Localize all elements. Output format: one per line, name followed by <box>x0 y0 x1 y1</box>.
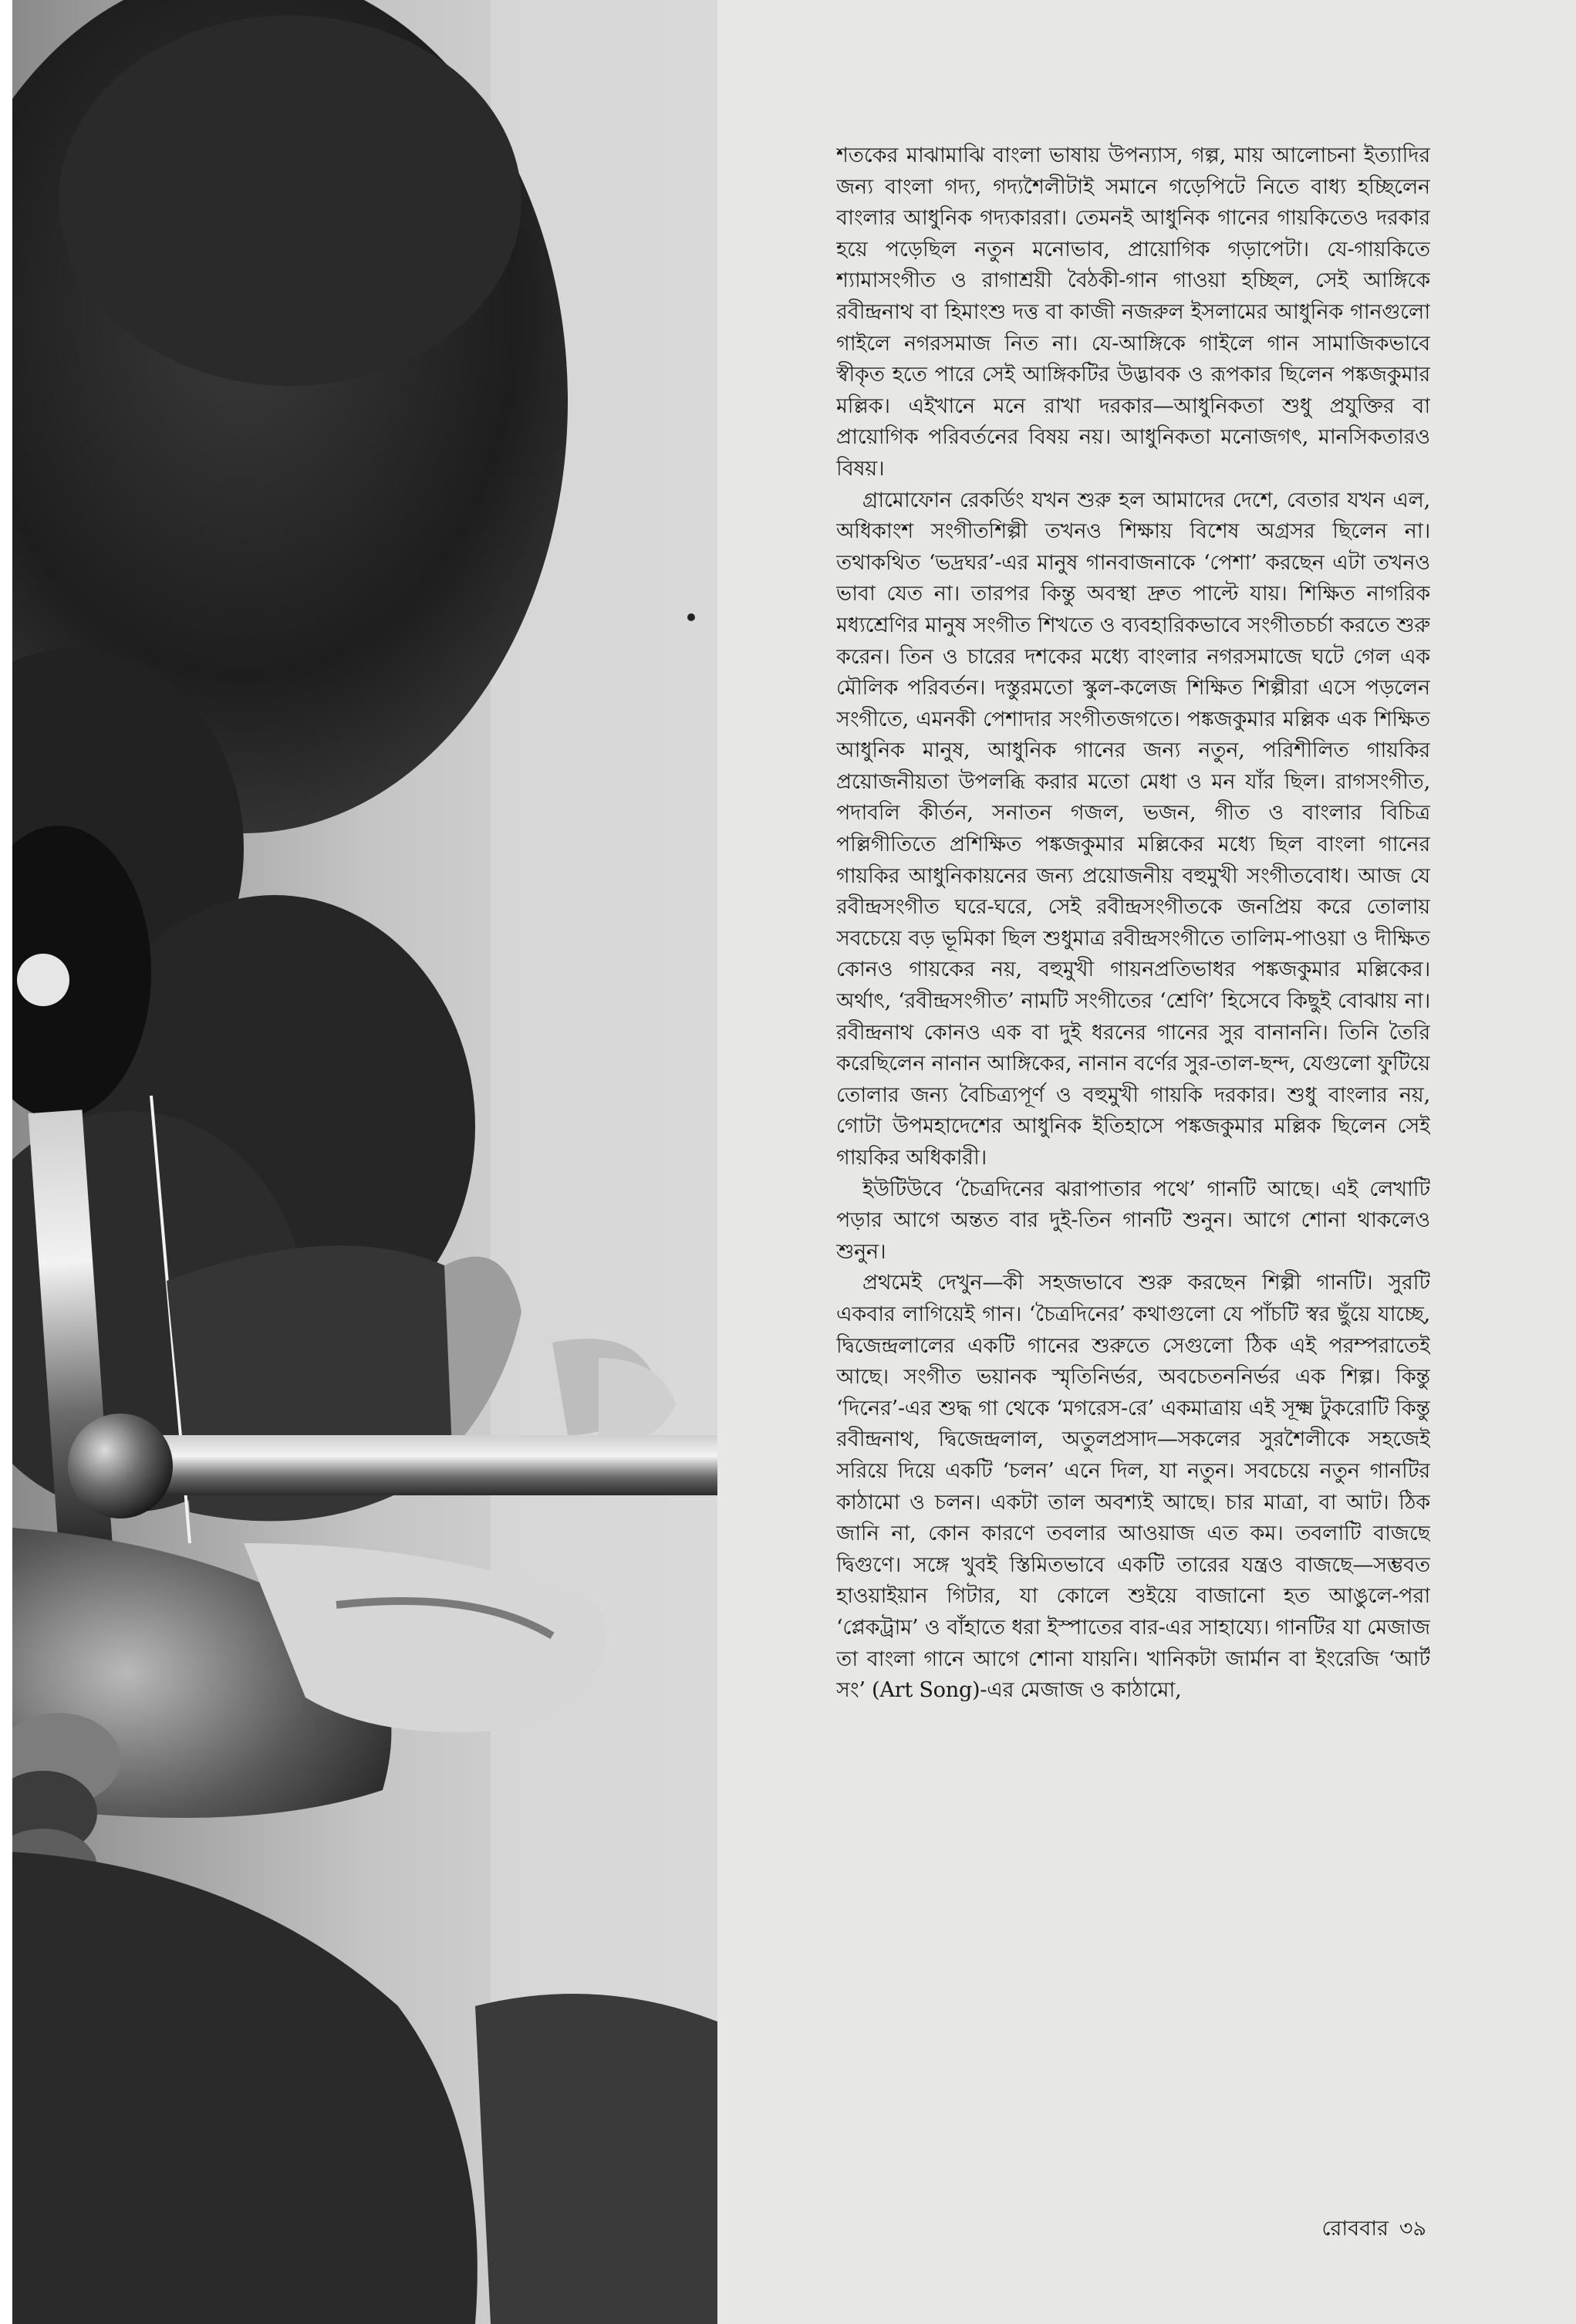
article-body <box>836 140 1430 2193</box>
paragraph-3: ইউটিউবে ‘চৈত্রদিনের ঝরাপাতার পথে’ গানটি আছে। এই লেখাটি পড়ার আগে অন্তত বার দুই-তিন গানটি শুনুন। আগে শোনা থাকলেও শুনুন। <box>836 1177 1430 1264</box>
page-edge <box>0 0 12 2324</box>
paragraph-4: প্রথমেই দেখুন—কী সহজভাবে শুরু করছেন শিল্পী গানটি। সুরটি একবার লাগিয়েই গান। ‘চৈত্রদিনের’ কথাগুলো যে পাঁচটি স্বর ছুঁয়ে যাচ্ছে, দ্বিজেন্দ্রলালের একটি গানের শুরুতে সেগুলো ঠিক এই পরম্পরাতেই আছে। সংগীত ভয়ানক স্মৃতিনির্ভর, অবচেতননির্ভর এক শিল্প। কিন্তু ‘দিনের’-এর শুদ্ধ গা থেকে ‘মগরেস-রে’ একমাত্রায় এই সূক্ষ্ম টুকরোটি কিন্তু রবীন্দ্রনাথ, দ্বিজেন্দ্রলাল, অতুলপ্রসাদ—সকলের সুরশৈলীকে সহজেই সরিয়ে দিয়ে একটি ‘চলন’ এনে দিল, যা নতুন। সবচেয়ে নতুন গানটির কাঠামো ও চলন। একটা তাল অবশ্যই আছে। চার মাত্রা, বা আট। ঠিক জানি না, কোন কারণে তবলার আওয়াজ এত কম। তবলাটি বাজছে দ্বিগুণে। সঙ্গে খুবই স্তিমিতভাবে একটি তারের যন্ত্রও বাজছে—সম্ভবত হাওয়াইয়ান গিটার, যা কোলে শুইয়ে বাজানো হত আঙুলে-পরা ‘প্লেকট্রাম’ ও বাঁহাতে ধরা ইস্পাতের বার-এর সাহায্যে। গানটির যা মেজাজ তা বাংলা গানে আগে শোনা যায়নি। খানিকটা জার্মান বা ইংরেজি ‘আর্ট সং’ (Art Song)-এর মেজাজ ও কাঠামো, <box>836 1271 1430 1703</box>
bw-photograph-illustration <box>12 0 717 2324</box>
magazine-name: রোববার <box>1321 2217 1389 2241</box>
page-footer <box>1311 2213 1426 2248</box>
paragraph-1: শতকের মাঝামাঝি বাংলা ভাষায় উপন্যাস, গল্প, মায় আলোচনা ইত্যাদির জন্য বাংলা গদ্য, গদ্যশৈলীটাই সমানে গড়েপিটে নিতে বাধ্য হচ্ছিলেন বাংলার আধুনিক গদ্যকাররা। তেমনই আধুনিক গানের গায়কিতেও দরকার হয়ে পড়েছিল নতুন মনোভাব, প্রায়োগিক গড়াপেটা। যে-গায়কিতে শ্যামাসংগীত ও রাগাশ্রয়ী বৈঠকী-গান গাওয়া হচ্ছিল, সেই আঙ্গিকে রবীন্দ্রনাথ বা হিমাংশু দত্ত বা কাজী নজরুল ইসলামের আধুনিক গানগুলো গাইলে নগরসমাজ নিত না। যে-আঙ্গিকে গাইলে গান সামাজিকভাবে স্বীকৃত হতে পারে সেই আঙ্গিকটির উদ্ভাবক ও রূপকার ছিলেন পঙ্কজকুমার মল্লিক। এইখানে মনে রাখা দরকার—আধুনিকতা শুধু প্রযুক্তির বা প্রায়োগিক পরিবর্তনের বিষয় নয়। আধুনিকতা মনোজগৎ, মানসিকতারও বিষয়। <box>836 144 1430 481</box>
photo-singer-microphone <box>12 0 717 2324</box>
page-number: ৩৯ <box>1399 2217 1426 2241</box>
paragraph-2: গ্রামোফোন রেকর্ডিং যখন শুরু হল আমাদের দেশে, বেতার যখন এল, অধিকাংশ সংগীতশিল্পী তখনও শিক্ষায় বিশেষ অগ্রসর ছিলেন না। তথাকথিত ‘ভদ্রঘর’-এর মানুষ গানবাজনাকে ‘পেশা’ করছেন এটা তখনও ভাবা যেত না। তারপর কিন্তু অবস্থা দ্রুত পাল্টে যায়। শিক্ষিত নাগরিক মধ্যশ্রেণির মানুষ সংগীত শিখতে ও ব্যবহারিকভাবে সংগীতচর্চা করতে শুরু করেন। তিন ও চারের দশকের মধ্যে বাংলার নগরসমাজে ঘটে গেল এক মৌলিক পরিবর্তন। দস্তুরমতো স্কুল-কলেজ শিক্ষিত শিল্পীরা এসে পড়লেন সংগীতে, এমনকী পেশাদার সংগীতজগতে। পঙ্কজকুমার মল্লিক এক শিক্ষিত আধুনিক মানুষ, আধুনিক গানের জন্য নতুন, পরিশীলিত গায়কির প্রয়োজনীয়তা উপলব্ধি করার মতো মেধা ও মন যাঁর ছিল। রাগসংগীত, পদাবলি কীর্তন, সনাতন গজল, ভজন, গীত ও বাংলার বিচিত্র পল্লিগীতিতে প্রশিক্ষিত পঙ্কজকুমার মল্লিকের মধ্যে ছিল বাংলা গানের গায়কির আধুনিকায়নের জন্য প্রয়োজনীয় বহুমুখী সংগীতবোধ। আজ যে রবীন্দ্রসংগীত ঘরে-ঘরে, সেই রবীন্দ্রসংগীতকে জনপ্রিয় করে তোলায় সবচেয়ে বড় ভূমিকা ছিল শুধুমাত্র রবীন্দ্রসংগীতে তালিম-পাওয়া ও দীক্ষিত কোনও গায়কের নয়, বহুমুখী গায়নপ্রতিভাধর পঙ্কজকুমার মল্লিকের। অর্থাৎ, ‘রবীন্দ্রসংগীত’ নামটি সংগীতের ‘শ্রেণি’ হিসেবে কিছুই বোঝায় না। রবীন্দ্রনাথ কোনও এক বা দুই ধরনের গানের সুর বানাননি। তিনি তৈরি করেছিলেন নানান আঙ্গিকের, নানান বর্ণের সুর-তাল-ছন্দ, যেগুলো ফুটিয়ে তোলার জন্য বৈচিত্র্যপূর্ণ ও বহুমুখী গায়কি দরকার। শুধু বাংলার নয়, গোটা উপমহাদেশের আধুনিক ইতিহাসে পঙ্কজকুমার মল্লিক ছিলেন সেই গায়কির অধিকারী। <box>836 488 1430 1170</box>
